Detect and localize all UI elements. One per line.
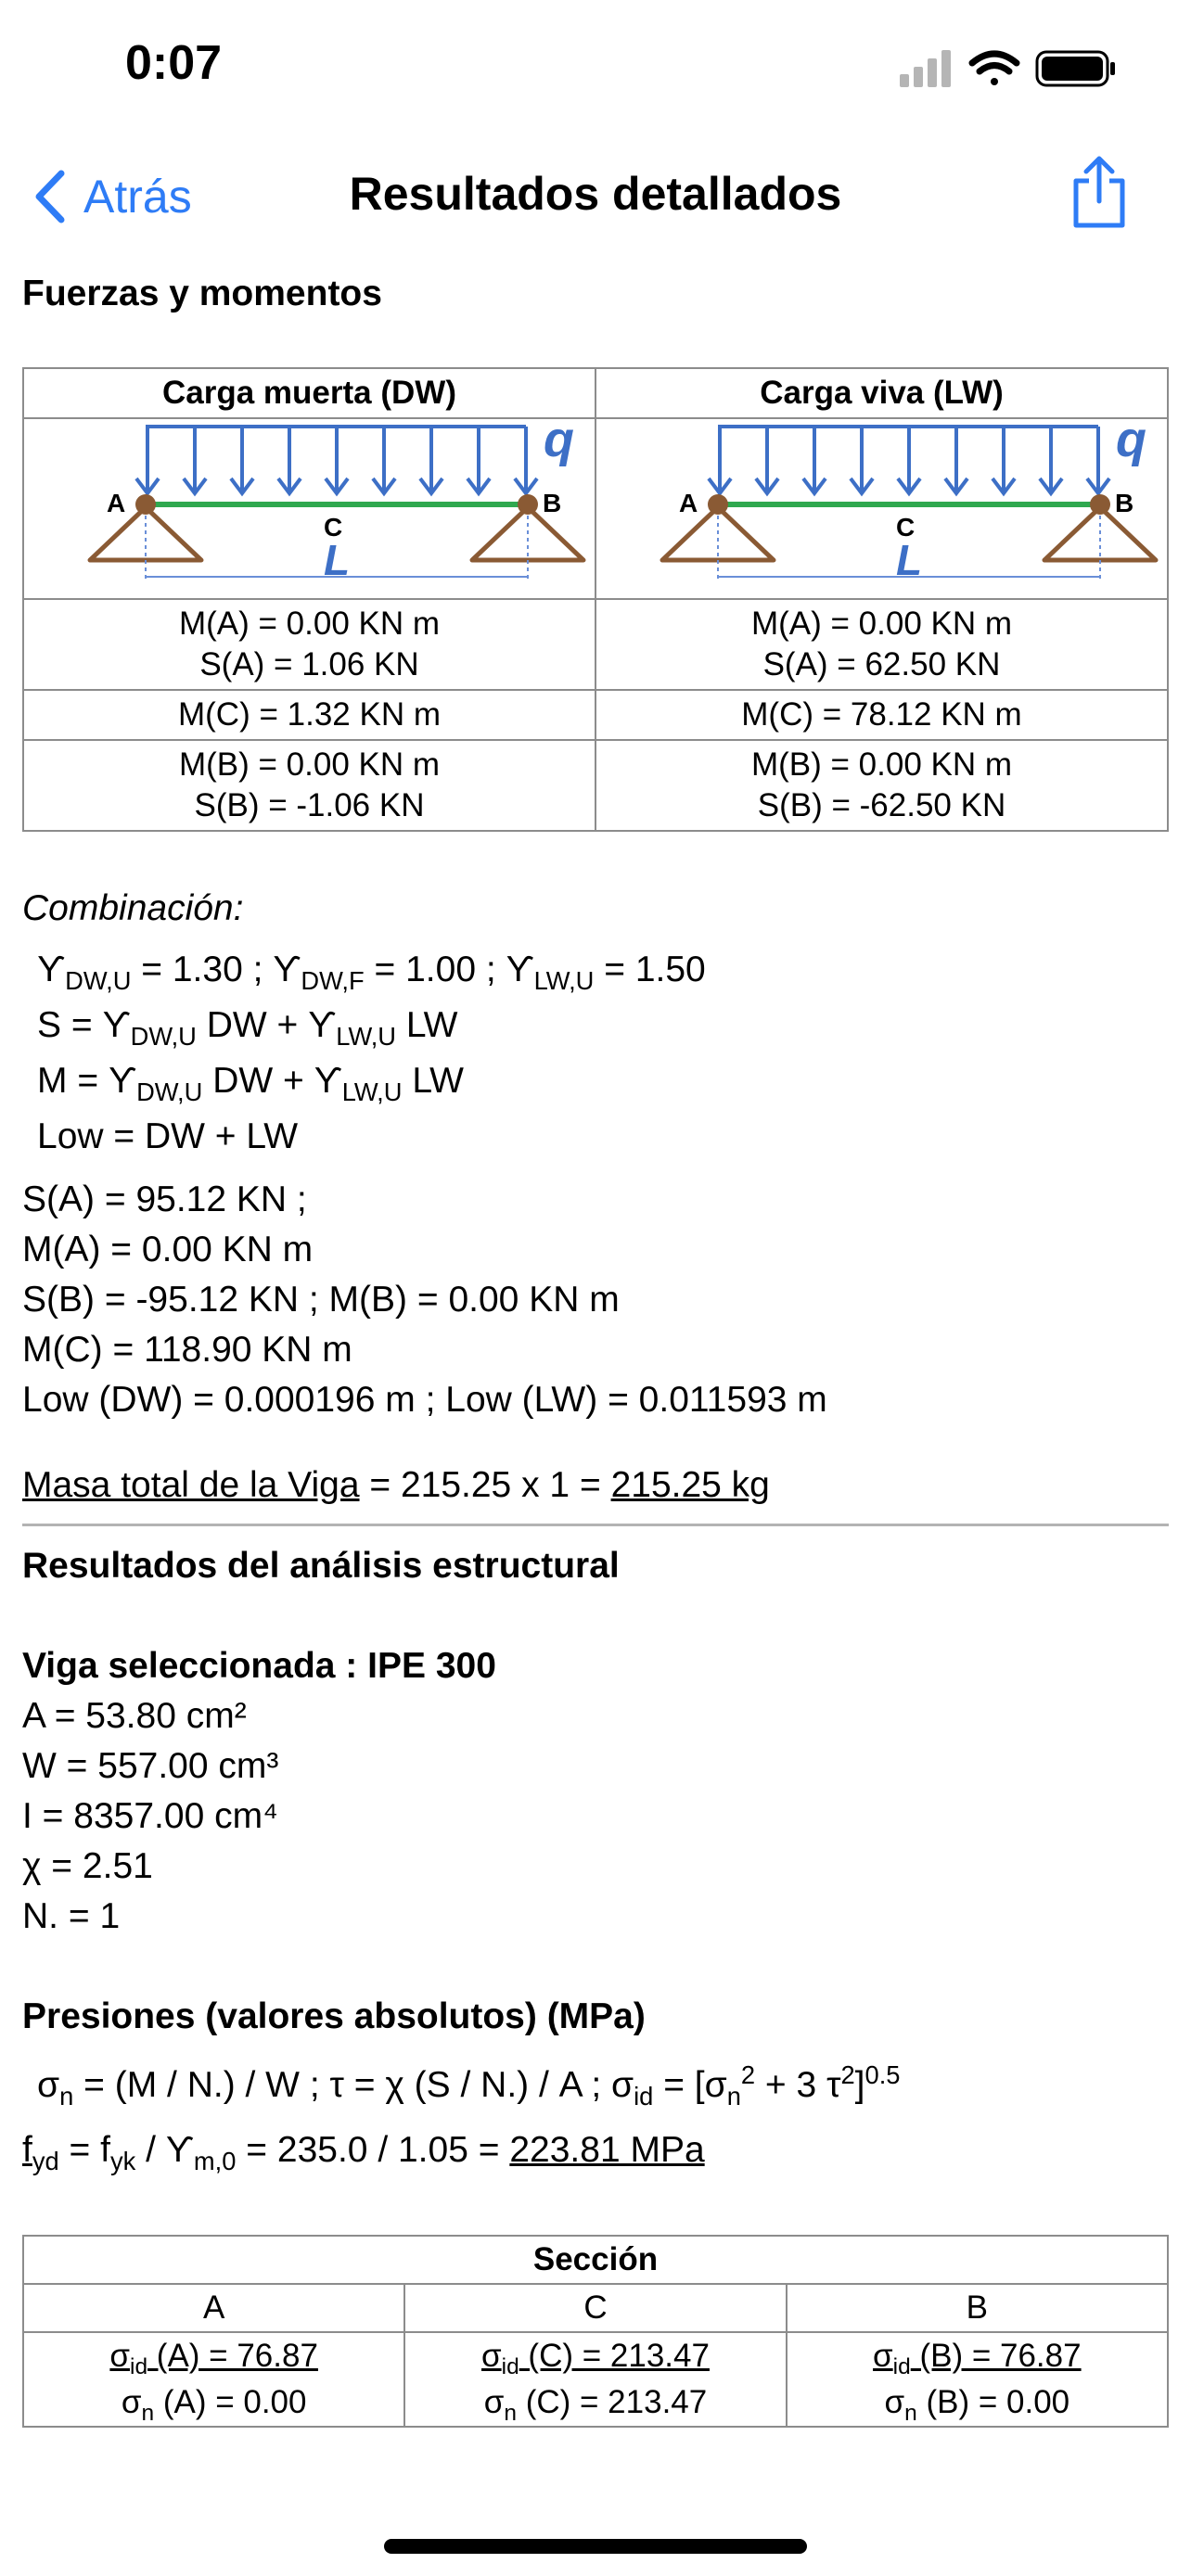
load-arrow xyxy=(420,427,442,493)
load-arrow xyxy=(467,427,490,493)
value-line: M(B) = 0.00 KN m xyxy=(178,746,441,783)
cellular-signal-icon xyxy=(900,50,951,87)
live-support-a-values xyxy=(596,599,1168,690)
load-arrow xyxy=(231,427,253,493)
section-column-c: C xyxy=(404,2284,786,2332)
beam-diagram xyxy=(27,419,593,588)
dead-load-header: Carga muerta (DW) xyxy=(23,368,596,418)
live-support-b-values xyxy=(596,740,1168,831)
value-line: S(A) = 62.50 KN xyxy=(762,646,1001,682)
support-a-label: A xyxy=(678,489,698,517)
span-l-label: L xyxy=(895,536,922,584)
section-c-stresses: $\sigma_{id}$ (C) = 213.47 $\sigma_n$ (C) = 213.47 xyxy=(404,2332,786,2427)
selected-beam-title: Viga seleccionada : IPE 300 xyxy=(22,1646,496,1686)
value-line: S(B) = -62.50 KN xyxy=(757,787,1006,823)
total-mass-line: Masa total de la Viga = 215.25 x 1 = 215.25 kg xyxy=(22,1465,770,1505)
value-line: S(B) = -1.06 KN xyxy=(194,787,425,823)
navigation-bar xyxy=(0,148,1191,250)
load-arrow xyxy=(373,427,395,493)
combination-title: Combinación: xyxy=(22,888,244,928)
value-line: M(C) = 78.12 KN m xyxy=(741,696,1022,733)
share-icon xyxy=(1069,153,1130,231)
support-b-label: B xyxy=(1114,489,1133,517)
load-factors-line: $ϒ_{DW,U} = 1.30$ ; $ϒ_{DW,F} = 1.00$ ; $ϒ_{LW,U} = 1.50$ xyxy=(37,950,706,995)
live-midspan-values xyxy=(596,690,1168,740)
load-arrow xyxy=(326,427,348,493)
load-arrow xyxy=(803,427,826,493)
section-table-title: Sección xyxy=(23,2236,1168,2284)
value-line: S(A) = 1.06 KN xyxy=(199,646,419,682)
beam-property: I = 8357.00 cm⁴ xyxy=(22,1796,278,1836)
share-button[interactable] xyxy=(1069,153,1130,236)
load-q-label: q xyxy=(543,419,574,467)
midspan-c-label: C xyxy=(895,513,915,542)
section-divider xyxy=(22,1524,1169,1526)
section-a-stresses: $\sigma_{id}$ (A) = 76.87 $\sigma_n$ (A) = 0.00 xyxy=(23,2332,404,2427)
load-arrow xyxy=(898,427,920,493)
load-arrow xyxy=(756,427,778,493)
beam-property: A = 53.80 cm² xyxy=(22,1696,247,1736)
midspan-c-label: C xyxy=(323,513,342,542)
combined-results xyxy=(22,1175,1169,1425)
load-arrow xyxy=(136,427,159,493)
design-strength-line: $f_{yd} = f_{yk} / ϒ_{m,0} = 235.0 / 1.05 = 223.81$ MPa xyxy=(22,2130,705,2175)
section-b-stresses: $\sigma_{id}$ (B) = 76.87 $\sigma_n$ (B) = 0.00 xyxy=(787,2332,1168,2427)
support-a-label: A xyxy=(106,489,125,517)
section-column-a: A xyxy=(23,2284,404,2332)
beam-property: W = 557.00 cm³ xyxy=(22,1746,279,1786)
load-q-label: q xyxy=(1115,419,1146,467)
beam-diagram xyxy=(599,419,1165,588)
span-l-label: L xyxy=(323,536,350,584)
moment-combination-line: $M = ϒ_{DW,U}$ DW + $ϒ_{LW,U}$ LW xyxy=(37,1061,464,1106)
deflection-combination-line: Low = DW + LW xyxy=(37,1116,299,1156)
stress-formula-line: $\sigma_n = (M / N.) / W$ ; τ = χ (S / N.) / A ; $\sigma_{id} = [\sigma_n^2 + 3$ $\tau^2]^{0.5}$ xyxy=(37,2060,901,2111)
load-arrow xyxy=(992,427,1015,493)
result-line: S(B) = -95.12 KN ; M(B) = 0.00 KN m xyxy=(22,1280,620,1320)
beam-properties xyxy=(22,1691,1169,1942)
value-line: M(A) = 0.00 KN m xyxy=(750,606,1013,642)
status-bar xyxy=(0,0,1191,130)
beam-property: χ = 2.51 xyxy=(22,1846,153,1886)
load-arrow xyxy=(184,427,206,493)
home-indicator xyxy=(384,2539,807,2554)
dead-support-b-values xyxy=(23,740,596,831)
load-arrow xyxy=(515,427,537,493)
load-arrow xyxy=(945,427,967,493)
value-line: M(C) = 1.32 KN m xyxy=(178,696,441,733)
forces-table xyxy=(22,367,1169,832)
value-line: M(A) = 0.00 KN m xyxy=(178,606,441,642)
result-line: M(C) = 118.90 KN m xyxy=(22,1330,352,1370)
live-load-diagram-cell xyxy=(596,418,1168,599)
load-arrow xyxy=(278,427,301,493)
section-column-b: B xyxy=(787,2284,1168,2332)
result-line: Low (DW) = 0.000196 m ; Low (LW) = 0.011593 m xyxy=(22,1380,827,1420)
back-button-label: Atrás xyxy=(83,171,192,223)
shear-combination-line: $S = ϒ_{DW,U}$ DW + $ϒ_{LW,U}$ LW xyxy=(37,1005,458,1051)
dead-midspan-values xyxy=(23,690,596,740)
wifi-icon xyxy=(972,54,1017,85)
load-arrow xyxy=(1087,427,1109,493)
results-content xyxy=(22,269,1169,2428)
load-arrow xyxy=(709,427,731,493)
battery-icon xyxy=(1037,52,1115,85)
status-time: 0:07 xyxy=(125,36,223,90)
live-load-header: Carga viva (LW) xyxy=(596,368,1168,418)
status-icons xyxy=(900,46,1122,93)
load-arrow xyxy=(1040,427,1062,493)
section-table xyxy=(22,2235,1169,2428)
analysis-section-title: Resultados del análisis estructural xyxy=(22,1546,620,1586)
support-b-label: B xyxy=(542,489,561,517)
result-line: S(A) = 95.12 KN ; xyxy=(22,1180,307,1219)
value-line: M(B) = 0.00 KN m xyxy=(750,746,1013,783)
dead-support-a-values xyxy=(23,599,596,690)
dead-load-diagram-cell xyxy=(23,418,596,599)
forces-section-title: Fuerzas y momentos xyxy=(22,274,382,313)
pressures-title: Presiones (valores absolutos) (MPa) xyxy=(22,1996,646,2036)
page-title: Resultados detallados xyxy=(349,168,842,220)
load-arrow xyxy=(851,427,873,493)
beam-property: N. = 1 xyxy=(22,1896,121,1936)
result-line: M(A) = 0.00 KN m xyxy=(22,1230,314,1269)
